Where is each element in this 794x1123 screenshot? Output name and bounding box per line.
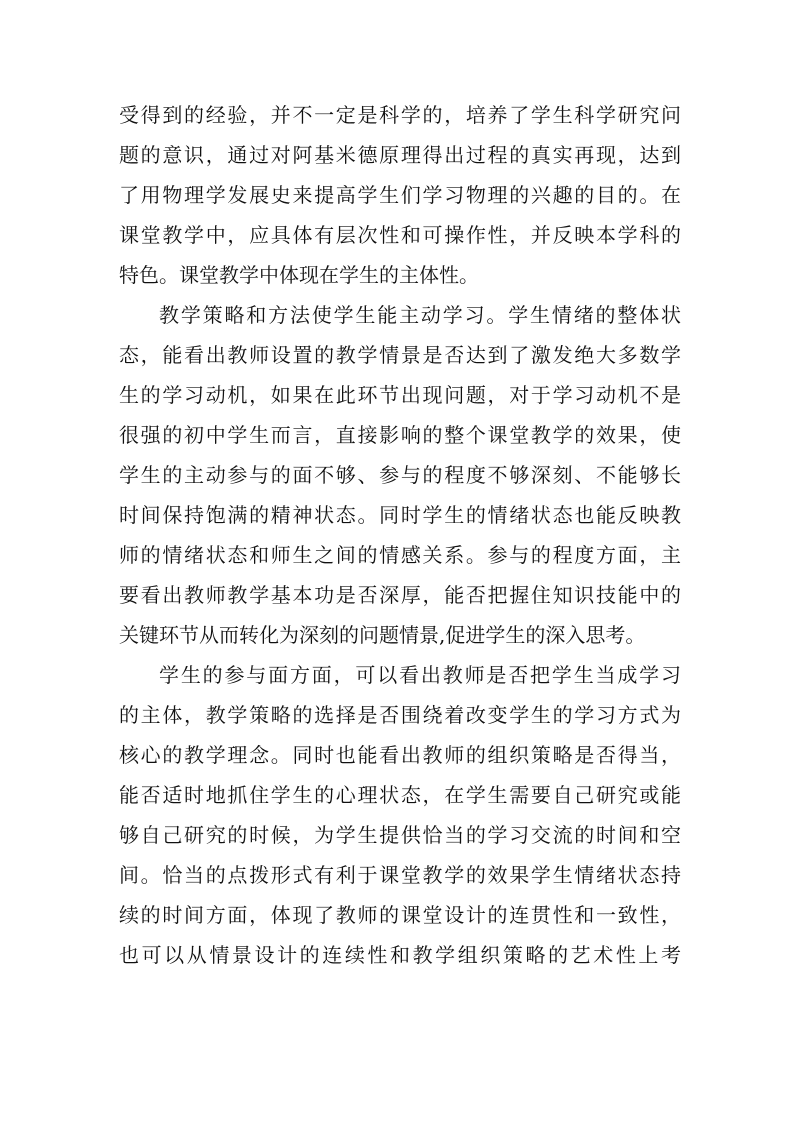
text-line: 间。恰当的点拨形式有利于课堂教学的效果学生情绪状态持 <box>119 863 681 887</box>
text-line: 教学策略和方法使学生能主动学习。学生情绪的整体状 <box>159 303 681 327</box>
text-line: 特色。课堂教学中体现在学生的主体性。 <box>119 263 479 287</box>
text-line: 够自己研究的时候，为学生提供恰当的学习交流的时间和空 <box>119 823 681 847</box>
paragraph-1 <box>119 95 681 295</box>
paragraph-3 <box>119 655 681 975</box>
text-line: 学生的参与面方面，可以看出教师是否把学生当成学习 <box>159 663 681 687</box>
text-line: 时间保持饱满的精神状态。同时学生的情绪状态也能反映教 <box>119 503 681 527</box>
text-line: 很强的初中学生而言，直接影响的整个课堂教学的效果，使 <box>119 423 681 447</box>
text-line: 关键环节从而转化为深刻的问题情景,促进学生的深入思考。 <box>119 623 646 647</box>
document-body <box>119 95 681 975</box>
text-line: 态，能看出教师设置的教学情景是否达到了激发绝大多数学 <box>119 343 681 367</box>
text-line: 的主体，教学策略的选择是否围绕着改变学生的学习方式为 <box>119 703 681 727</box>
text-line: 学生的主动参与的面不够、参与的程度不够深刻、不能够长 <box>119 463 681 487</box>
text-line: 题的意识，通过对阿基米德原理得出过程的真实再现，达到 <box>119 143 681 167</box>
paragraph-2 <box>119 295 681 655</box>
text-line: 了用物理学发展史来提高学生们学习物理的兴趣的目的。在 <box>119 183 681 207</box>
text-line: 能否适时地抓住学生的心理状态，在学生需要自己研究或能 <box>119 783 681 807</box>
text-line: 也可以从情景设计的连续性和教学组织策略的艺术性上考 <box>119 943 681 967</box>
text-line: 生的学习动机，如果在此环节出现问题，对于学习动机不是 <box>119 383 681 407</box>
text-line: 核心的教学理念。同时也能看出教师的组织策略是否得当， <box>119 743 681 767</box>
text-line: 要看出教师教学基本功是否深厚，能否把握住知识技能中的 <box>119 583 681 607</box>
text-line: 师的情绪状态和师生之间的情感关系。参与的程度方面，主 <box>119 543 681 567</box>
text-line: 课堂教学中，应具体有层次性和可操作性，并反映本学科的 <box>119 223 681 247</box>
text-line: 续的时间方面，体现了教师的课堂设计的连贯性和一致性， <box>119 903 681 927</box>
text-line: 受得到的经验，并不一定是科学的，培养了学生科学研究问 <box>119 103 681 127</box>
